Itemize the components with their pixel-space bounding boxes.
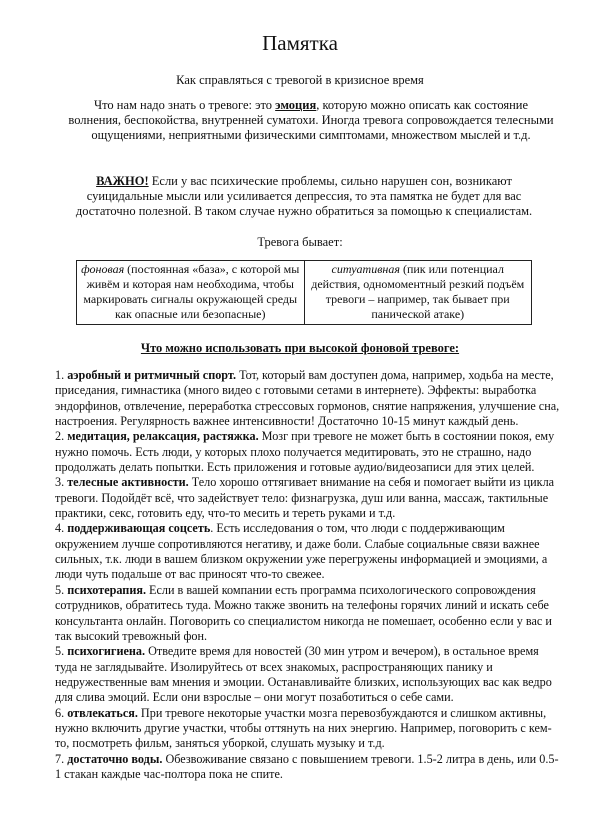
- item-text: Если в вашей компании есть программа психологического сопровождения сотрудников, обратитесь туда. Можно также звонить на телефоны горячих линий и искать себе консультанта онлайн. Поговорить со специалистом никогда не помешает, особенно если у вас и так высокий тревожный фон.: [55, 582, 552, 643]
- item-number: 4.: [55, 521, 68, 536]
- item-number: 5.: [55, 644, 68, 659]
- intro-paragraph: [68, 98, 554, 143]
- item-number: 3.: [55, 475, 68, 490]
- item-heading: поддерживающая соцсеть: [67, 521, 211, 536]
- important-text: Если у вас психические проблемы, сильно нарушен сон, возникают суицидальные мысли или усиливается депрессия, то эта памятка не будет для вас достаточно полезной. В таком случае нужно обратиться за помощью к специалистам.: [75, 174, 533, 218]
- intro-text-after: , которую можно описать как состояние волнения, беспокойства, внутренней суматохи. Иногда тревога сопровождается телесными ощущениями, неприятными физическими симптомами, множеством мыслей и т.д.: [68, 98, 554, 142]
- type-description: (пик или потенциал действия, одномоментный резкий подъём тревоги – например, так бывает при панической атаке): [311, 262, 525, 321]
- table-cell-situational-anxiety: [304, 261, 532, 325]
- list-item: [55, 644, 560, 705]
- tips-list: [55, 368, 560, 782]
- item-heading: психогигиена.: [67, 644, 146, 659]
- item-number: 6.: [55, 705, 68, 720]
- item-text: . Есть исследования о том, что люди с поддерживающим окружением лучше сопротивляются негативу, и даже боли. Слабые социальные связи важнее сильных, т.к. люди в вашем близком окружении уже перегружены информацией и эмоциями, а люди чуть подальше от вас приносят что-то свежее.: [55, 521, 548, 582]
- table-row: [77, 261, 532, 325]
- item-heading: достаточно воды.: [67, 751, 163, 766]
- item-text: Отведите время для новостей (30 мин утром и вечером), в остальное время туда не заглядывайте. Изолируйтесь от всех знакомых, распространяющих панику и недружественные вам мнения и эмоции. Останавливайте близких, использующих вас как ведро для слива эмоций. Если они взрослые – они могут позаботиться о себе сами.: [55, 644, 552, 705]
- item-text: Тело хорошо оттягивает внимание на себя и помогает выйти из цикла тревоги. Подойдёт всё, что задействует тело: физнагрузка, душ или ванна, массаж, тактильные практики, секс, готовить еду, что-то месить и тереть руками и т.д.: [55, 475, 555, 521]
- item-heading: медитация, релаксация, растяжка.: [67, 429, 259, 444]
- important-note: [64, 174, 544, 219]
- list-item: [55, 368, 560, 429]
- item-heading: телесные активности.: [67, 475, 189, 490]
- item-heading: отвлекаться.: [67, 705, 138, 720]
- type-term: фоновая: [81, 262, 125, 276]
- type-description: (постоянная «база», с которой мы живём и которая нам необходима, чтобы маркировать сигналы окружающей среды как опасные или безопасные): [83, 262, 300, 321]
- item-heading: психотерапия.: [67, 582, 146, 597]
- item-text: Мозг при тревоге не может быть в состоянии покоя, ему нужно помочь. Есть люди, у которых плохо получается медитировать, это не страшно, надо продолжать делать попытки. Есть приложения и готовые аудио/видеозаписи для этих целей.: [55, 429, 555, 475]
- item-number: 1.: [55, 368, 68, 382]
- intro-text-before: Что нам надо знать о тревоге: это: [93, 98, 276, 112]
- type-term: ситуативная: [331, 262, 400, 276]
- item-text: Обезвоживание связано с повышением тревоги. 1.5-2 литра в день, или 0.5-1 стакан каждые час-полтора пока не спите.: [55, 751, 559, 781]
- intro-emphasis: эмоция: [275, 98, 317, 112]
- list-item: [55, 583, 560, 644]
- table-cell-background-anxiety: [77, 261, 305, 325]
- section-heading: Что можно использовать при высокой фоновой тревоге:: [140, 341, 460, 355]
- list-item: [55, 429, 560, 475]
- item-number: 7.: [55, 751, 68, 766]
- anxiety-types-heading: Тревога бывает:: [257, 235, 343, 249]
- important-label: ВАЖНО!: [96, 174, 149, 188]
- item-number: 5.: [55, 582, 68, 597]
- item-heading: аэробный и ритмичный спорт.: [67, 368, 237, 382]
- list-item: [55, 706, 560, 752]
- page-subtitle: Как справляться с тревогой в кризисное время: [176, 73, 424, 87]
- page-title: Памятка: [262, 31, 338, 55]
- item-text: Тот, который вам доступен дома, например, ходьба на месте, приседания, гимнастика (много видео с готовыми сетами в интернете). Эффекты: выработка эндорфинов, отвлечение, переработка стрессовых гормонов, снятие напряжения, улучшение сна, настроения. Регулярность важнее интенсивности! Достаточно 10-15 минут каждый день.: [55, 368, 560, 429]
- list-item: [55, 752, 560, 783]
- item-text: При тревоге некоторые участки мозга перевозбуждаются и слишком активны, нужно включить другие участки, чтобы оттянуть на них энергию. Например, поговорить с кем-то, посмотреть фильм, заняться уборкой, слушать музыку и т.д.: [55, 705, 552, 751]
- item-number: 2.: [55, 429, 68, 444]
- anxiety-types-table: [76, 260, 532, 325]
- list-item: [55, 521, 560, 582]
- list-item: [55, 475, 560, 521]
